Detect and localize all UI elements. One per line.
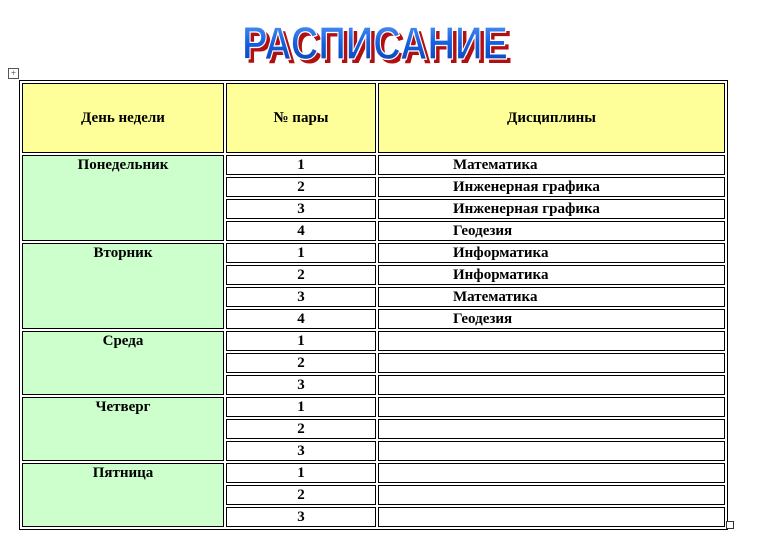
lesson-number-cell: 4 bbox=[226, 221, 376, 241]
subject-cell: Геодезия bbox=[378, 309, 725, 329]
schedule-table bbox=[19, 80, 728, 530]
subject-cell bbox=[378, 419, 725, 439]
page-title: РАСПИСАНИЕ bbox=[242, 18, 508, 68]
day-cell: Среда bbox=[22, 331, 224, 395]
lesson-number-cell: 2 bbox=[226, 419, 376, 439]
lesson-number-cell: 2 bbox=[226, 177, 376, 197]
day-cell: Понедельник bbox=[22, 155, 224, 241]
header-day: День недели bbox=[22, 83, 224, 153]
subject-cell bbox=[378, 397, 725, 417]
lesson-number-cell: 3 bbox=[226, 507, 376, 527]
lesson-number-cell: 4 bbox=[226, 309, 376, 329]
subject-cell: Инженерная графика bbox=[378, 177, 725, 197]
subject-cell bbox=[378, 375, 725, 395]
table-move-handle[interactable]: + bbox=[8, 68, 19, 79]
table-row bbox=[22, 155, 725, 175]
day-cell: Вторник bbox=[22, 243, 224, 329]
table-row bbox=[22, 243, 725, 263]
subject-cell bbox=[378, 331, 725, 351]
subject-cell: Информатика bbox=[378, 265, 725, 285]
lesson-number-cell: 1 bbox=[226, 155, 376, 175]
header-subjects: Дисциплины bbox=[378, 83, 725, 153]
subject-cell bbox=[378, 485, 725, 505]
lesson-number-cell: 1 bbox=[226, 243, 376, 263]
subject-cell bbox=[378, 463, 725, 483]
lesson-number-cell: 2 bbox=[226, 353, 376, 373]
lesson-number-cell: 2 bbox=[226, 265, 376, 285]
table-row bbox=[22, 331, 725, 351]
subject-cell: Геодезия bbox=[378, 221, 725, 241]
lesson-number-cell: 3 bbox=[226, 199, 376, 219]
subject-cell: Информатика bbox=[378, 243, 725, 263]
lesson-number-cell: 2 bbox=[226, 485, 376, 505]
subject-cell bbox=[378, 441, 725, 461]
day-cell: Четверг bbox=[22, 397, 224, 461]
subject-cell bbox=[378, 507, 725, 527]
subject-cell: Математика bbox=[378, 287, 725, 307]
lesson-number-cell: 3 bbox=[226, 375, 376, 395]
lesson-number-cell: 1 bbox=[226, 463, 376, 483]
wordart-title bbox=[240, 18, 515, 68]
subject-cell: Математика bbox=[378, 155, 725, 175]
lesson-number-cell: 1 bbox=[226, 397, 376, 417]
day-cell: Пятница bbox=[22, 463, 224, 527]
header-number: № пары bbox=[226, 83, 376, 153]
lesson-number-cell: 3 bbox=[226, 287, 376, 307]
lesson-number-cell: 1 bbox=[226, 331, 376, 351]
table-row bbox=[22, 397, 725, 417]
table-resize-handle[interactable] bbox=[726, 521, 734, 529]
subject-cell: Инженерная графика bbox=[378, 199, 725, 219]
subject-cell bbox=[378, 353, 725, 373]
table-row bbox=[22, 463, 725, 483]
header-row bbox=[22, 83, 725, 153]
lesson-number-cell: 3 bbox=[226, 441, 376, 461]
svg-text:РАСПИСАНИЕ: РАСПИСАНИЕ bbox=[246, 21, 512, 68]
